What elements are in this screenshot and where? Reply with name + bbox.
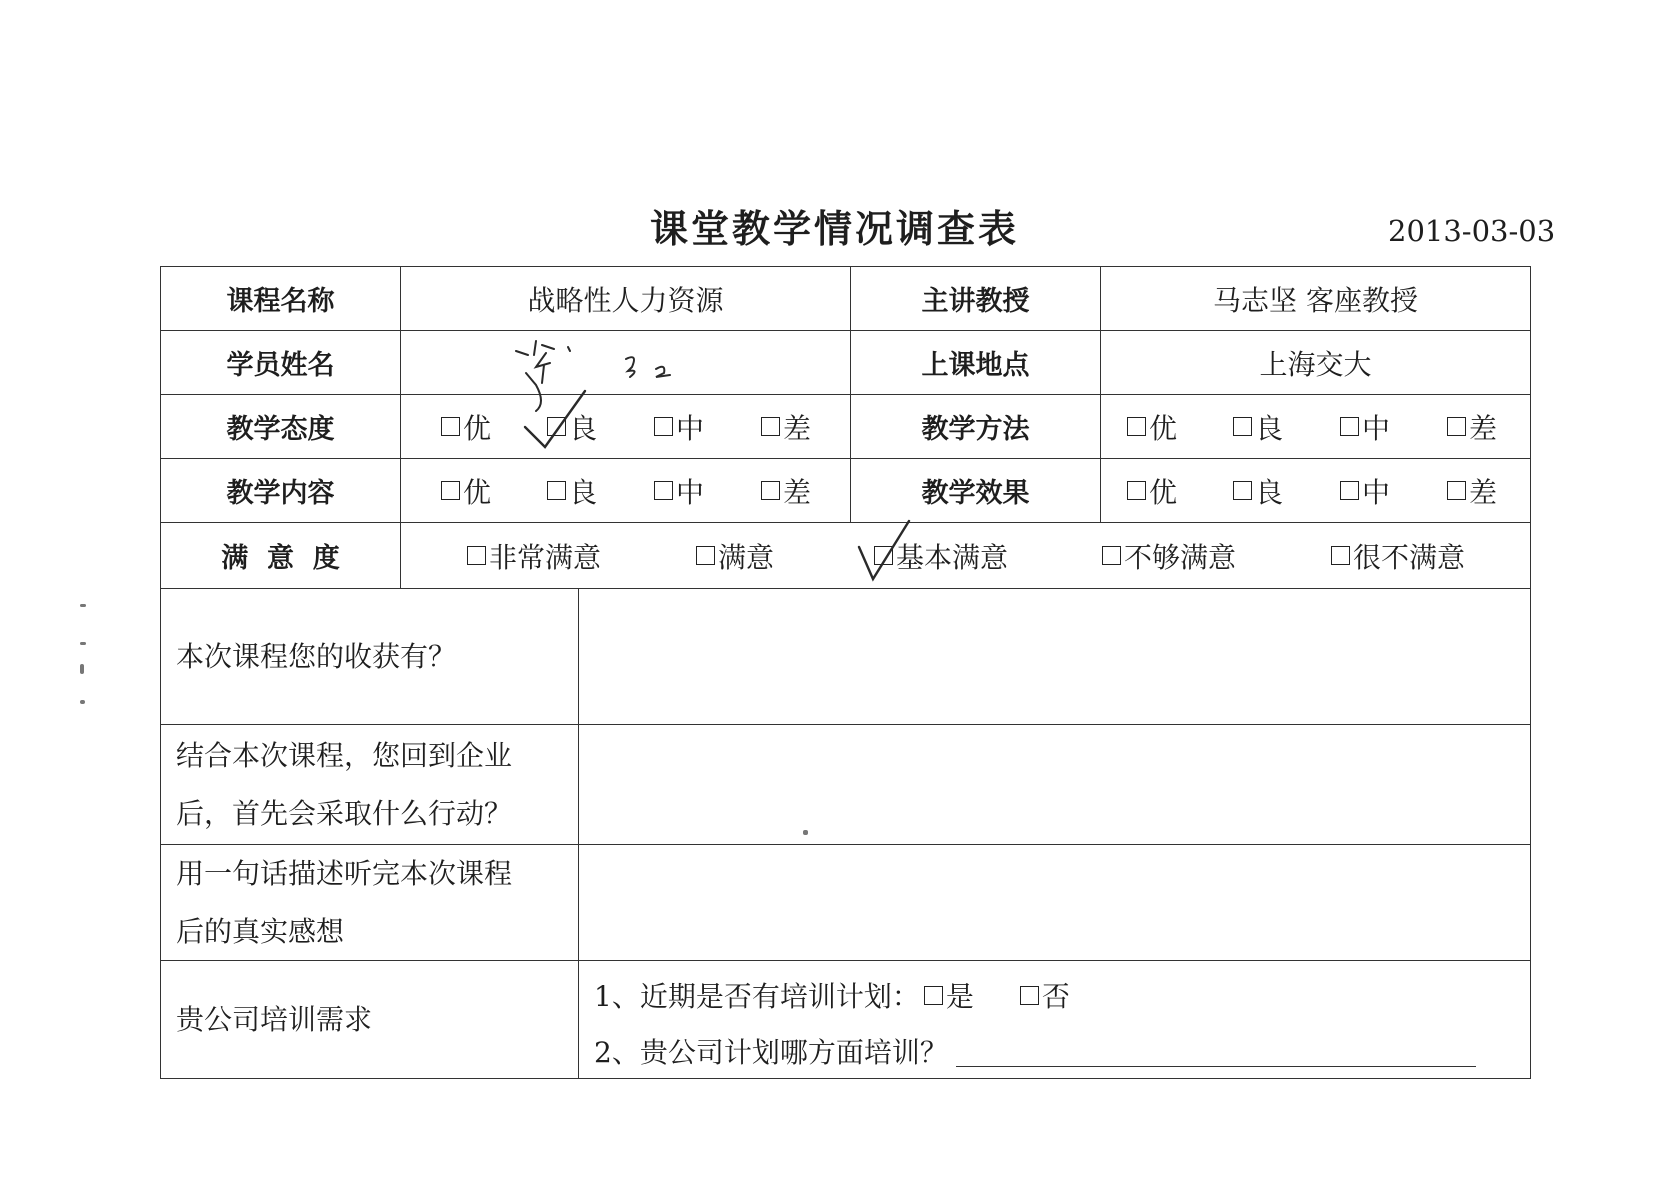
- question-line: 结合本次课程，您回到企业: [176, 738, 513, 772]
- location-label: 上课地点: [851, 331, 1101, 395]
- option-label: 非常满意: [489, 540, 602, 574]
- satisfaction-option-very-dissatisfied[interactable]: [1331, 536, 1465, 576]
- checkbox[interactable]: [1102, 546, 1121, 565]
- option-label: 良: [569, 475, 598, 509]
- scan-speck: [80, 642, 86, 645]
- content-label: 教学内容: [161, 459, 401, 523]
- satisfaction-label: 满 意 度: [161, 523, 401, 589]
- attitude-label: 教学态度: [161, 395, 401, 459]
- option-label: 优: [463, 411, 492, 445]
- option-label: 优: [463, 475, 492, 509]
- effect-option-good[interactable]: [1233, 471, 1283, 511]
- question-text: 贵公司培训需求: [176, 1002, 373, 1036]
- satisfaction-options: [401, 523, 1531, 589]
- course-value: 战略性人力资源: [401, 267, 851, 331]
- checkbox[interactable]: [1447, 481, 1466, 500]
- attitude-option-medium[interactable]: [654, 407, 704, 447]
- scan-speck: [80, 700, 85, 704]
- training-plan-yes[interactable]: [924, 975, 974, 1015]
- check-mark-icon: [853, 517, 923, 587]
- checkbox[interactable]: [1127, 481, 1146, 500]
- option-label: 不够满意: [1124, 540, 1237, 574]
- form-date: 2013-03-03: [1388, 214, 1556, 248]
- survey-form: [160, 266, 1531, 1079]
- training-area-question: 2、贵公司计划哪方面培训？: [594, 1036, 948, 1069]
- course-label: 课程名称: [161, 267, 401, 331]
- option-label: 很不满意: [1353, 540, 1466, 574]
- content-option-good[interactable]: [547, 471, 597, 511]
- method-option-medium[interactable]: [1340, 407, 1390, 447]
- location-value: 上海交大: [1101, 331, 1531, 395]
- option-label: 中: [1362, 411, 1391, 445]
- option-label: 良: [1255, 475, 1284, 509]
- checkbox[interactable]: [1233, 417, 1252, 436]
- effect-options: [1101, 459, 1531, 523]
- checkbox[interactable]: [547, 481, 566, 500]
- action-answer-field[interactable]: [579, 725, 1531, 845]
- method-option-poor[interactable]: [1447, 407, 1497, 447]
- checkbox[interactable]: [1020, 986, 1039, 1005]
- satisfaction-option-very-satisfied[interactable]: [467, 536, 601, 576]
- option-label: 良: [569, 411, 598, 445]
- option-label: 良: [1255, 411, 1284, 445]
- checkbox[interactable]: [924, 986, 943, 1005]
- checkbox[interactable]: [1340, 417, 1359, 436]
- attitude-option-excellent[interactable]: [441, 407, 491, 447]
- question-text: 本次课程您的收获有？: [176, 639, 457, 673]
- checkbox[interactable]: [1127, 417, 1146, 436]
- training-plan-no[interactable]: [1020, 975, 1070, 1015]
- action-question: [161, 725, 579, 845]
- checkbox[interactable]: [441, 417, 460, 436]
- checkbox[interactable]: [654, 417, 673, 436]
- satisfaction-option-satisfied[interactable]: [696, 536, 774, 576]
- option-label: 优: [1149, 411, 1178, 445]
- method-options: [1101, 395, 1531, 459]
- training-plan-question: 1、近期是否有培训计划：: [594, 980, 920, 1013]
- option-label: 优: [1149, 475, 1178, 509]
- training-plan-line: [594, 975, 1070, 1015]
- question-line: 后，首先会采取什么行动？: [176, 796, 513, 830]
- option-label: 差: [783, 411, 812, 445]
- option-label: 是: [945, 980, 974, 1013]
- training-area-line: [594, 1031, 1476, 1071]
- checkbox[interactable]: [761, 417, 780, 436]
- option-label: 满意: [718, 540, 775, 574]
- feeling-answer-field[interactable]: [579, 845, 1531, 961]
- student-name-field[interactable]: [401, 331, 851, 395]
- attitude-options: [401, 395, 851, 459]
- checkbox[interactable]: [696, 546, 715, 565]
- effect-label: 教学效果: [851, 459, 1101, 523]
- option-label: 中: [676, 411, 705, 445]
- option-label: 基本满意: [896, 540, 1009, 574]
- option-label: 否: [1041, 980, 1070, 1013]
- professor-label: 主讲教授: [851, 267, 1101, 331]
- question-line: 用一句话描述听完本次课程: [176, 856, 513, 890]
- attitude-option-poor[interactable]: [761, 407, 811, 447]
- checkbox[interactable]: [1340, 481, 1359, 500]
- feeling-question: [161, 845, 579, 961]
- training-needs-cell: [579, 961, 1531, 1079]
- content-option-medium[interactable]: [654, 471, 704, 511]
- checkbox[interactable]: [467, 546, 486, 565]
- method-option-excellent[interactable]: [1127, 407, 1177, 447]
- training-area-input[interactable]: [956, 1036, 1476, 1067]
- effect-option-excellent[interactable]: [1127, 471, 1177, 511]
- checkbox[interactable]: [761, 481, 780, 500]
- student-label: 学员姓名: [161, 331, 401, 395]
- question-line: 后的真实感想: [176, 914, 345, 948]
- satisfaction-option-not-satisfied-enough[interactable]: [1102, 536, 1236, 576]
- checkbox[interactable]: [1233, 481, 1252, 500]
- effect-option-poor[interactable]: [1447, 471, 1497, 511]
- option-label: 差: [1469, 411, 1498, 445]
- form-title: 课堂教学情况调查表: [650, 207, 1020, 251]
- gain-answer-field[interactable]: [579, 589, 1531, 725]
- scan-speck: [80, 664, 84, 674]
- content-options: [401, 459, 851, 523]
- method-option-good[interactable]: [1233, 407, 1283, 447]
- checkbox[interactable]: [1331, 546, 1350, 565]
- option-label: 中: [1362, 475, 1391, 509]
- checkbox[interactable]: [654, 481, 673, 500]
- training-question: [161, 961, 579, 1079]
- professor-value: 马志坚 客座教授: [1101, 267, 1531, 331]
- method-label: 教学方法: [851, 395, 1101, 459]
- scan-speck: [80, 604, 86, 607]
- checkbox[interactable]: [441, 481, 460, 500]
- option-label: 差: [1469, 475, 1498, 509]
- check-mark-icon: [519, 387, 599, 467]
- option-label: 中: [676, 475, 705, 509]
- effect-option-medium[interactable]: [1340, 471, 1390, 511]
- gain-question: [161, 589, 579, 725]
- checkbox[interactable]: [1447, 417, 1466, 436]
- content-option-poor[interactable]: [761, 471, 811, 511]
- content-option-excellent[interactable]: [441, 471, 491, 511]
- option-label: 差: [783, 475, 812, 509]
